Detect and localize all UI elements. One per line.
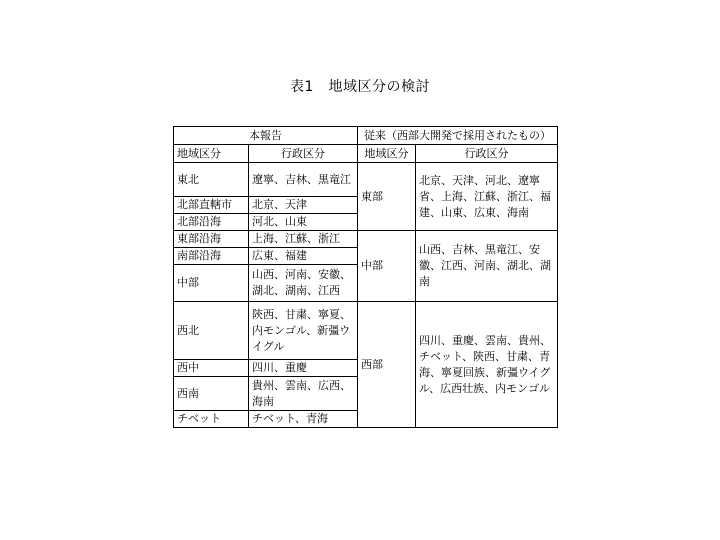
table-row	[174, 163, 558, 197]
region-cell: 南部沿海	[174, 248, 249, 265]
col-header-admin-b: 行政区分	[416, 145, 558, 163]
region-cell: 西中	[174, 360, 249, 377]
admin-cell: 山西、河南、安徽、湖北、湖南、江西	[249, 265, 358, 302]
col-header-region-a: 地域区分	[174, 145, 249, 163]
col-header-admin-a: 行政区分	[249, 145, 358, 163]
table-row	[174, 302, 558, 360]
prev-region-cell-central: 中部	[358, 231, 416, 302]
admin-cell: 陝西、甘粛、寧夏、内モンゴル、新彊ウイグル	[249, 302, 358, 360]
admin-cell: 上海、江蘇、浙江	[249, 231, 358, 248]
region-table	[173, 126, 558, 428]
prev-admin-cell-east: 北京、天津、河北、遼寧省、上海、江蘇、浙江、福建、山東、広東、海南	[416, 163, 558, 231]
prev-region-cell-west: 西部	[358, 302, 416, 428]
region-cell: 北部直轄市	[174, 197, 249, 214]
region-cell: 中部	[174, 265, 249, 302]
group-header-previous: 従来（西部大開発で採用されたもの）	[358, 127, 558, 145]
admin-cell: 北京、天津	[249, 197, 358, 214]
prev-admin-cell-central: 山西、吉林、黒竜江、安徽、江西、河南、湖北、湖南	[416, 231, 558, 302]
table-title: 表1 地域区分の検討	[290, 79, 430, 95]
region-cell: 北部沿海	[174, 214, 249, 231]
admin-cell: 遼寧、吉林、黒竜江	[249, 163, 358, 197]
region-cell: 西南	[174, 377, 249, 411]
table-col-header-row	[174, 145, 558, 163]
table-group-header-row	[174, 127, 558, 145]
admin-cell: 広東、福建	[249, 248, 358, 265]
admin-cell: 貴州、雲南、広西、海南	[249, 377, 358, 411]
admin-cell: 河北、山東	[249, 214, 358, 231]
col-header-region-b: 地域区分	[358, 145, 416, 163]
prev-region-cell-east: 東部	[358, 163, 416, 231]
region-cell: 西北	[174, 302, 249, 360]
region-cell: 東北	[174, 163, 249, 197]
group-header-this-report: 本報告	[174, 127, 358, 145]
admin-cell: 四川、重慶	[249, 360, 358, 377]
table-row	[174, 231, 558, 248]
region-cell: 東部沿海	[174, 231, 249, 248]
prev-admin-cell-west: 四川、重慶、雲南、貴州、チベット、陝西、甘粛、青海、寧夏回族、新彊ウイグル、広西壮族、内モンゴル	[416, 302, 558, 428]
admin-cell: チベット、青海	[249, 411, 358, 428]
region-cell: チベット	[174, 411, 249, 428]
